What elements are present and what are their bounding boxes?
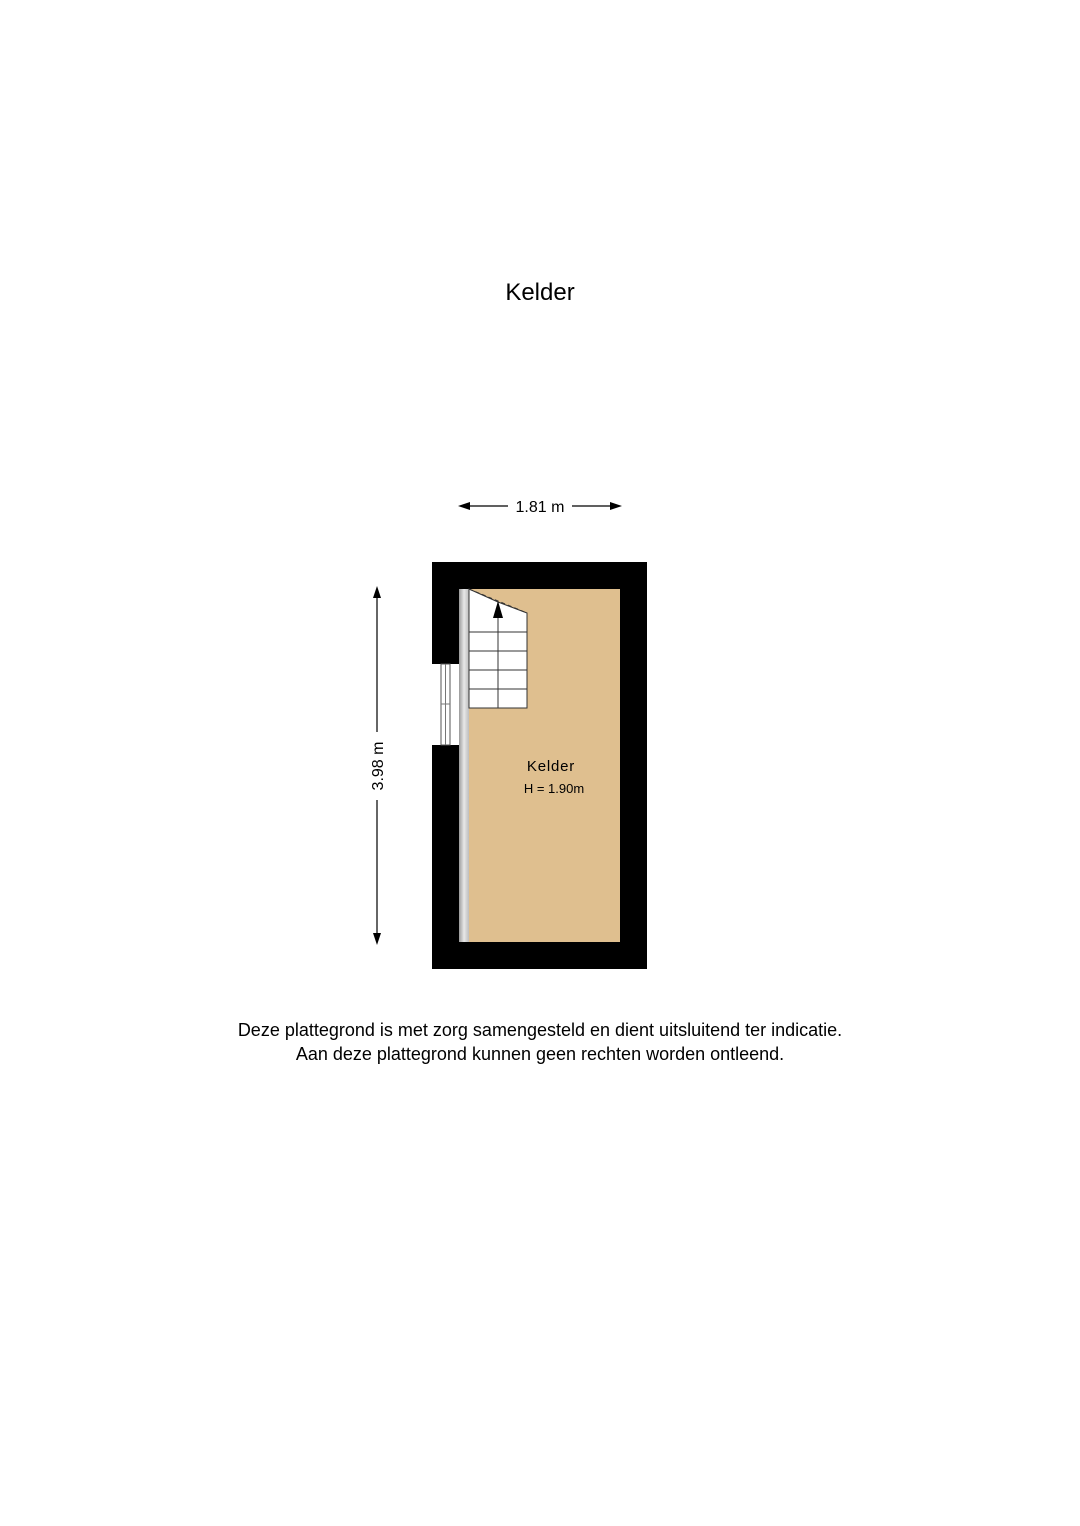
disclaimer: [0, 1018, 1080, 1066]
disclaimer-line-2: Aan deze plattegrond kunnen geen rechten worden ontleend.: [295, 1044, 785, 1064]
height-dimension: [370, 586, 387, 945]
page-title: Kelder: [505, 279, 575, 306]
room-height: H = 1.90m: [523, 781, 585, 796]
inner-wall-strip: [459, 589, 469, 942]
height-dimension-label: 3.98 m: [370, 741, 387, 791]
window: [441, 664, 450, 745]
disclaimer-line-1: Deze plattegrond is met zorg samengesteld en dient uitsluitend ter indicatie.: [237, 1020, 843, 1040]
room-name: Kelder: [526, 758, 576, 775]
width-dimension-label: 1.81 m: [515, 499, 565, 516]
width-dimension: [458, 499, 622, 516]
